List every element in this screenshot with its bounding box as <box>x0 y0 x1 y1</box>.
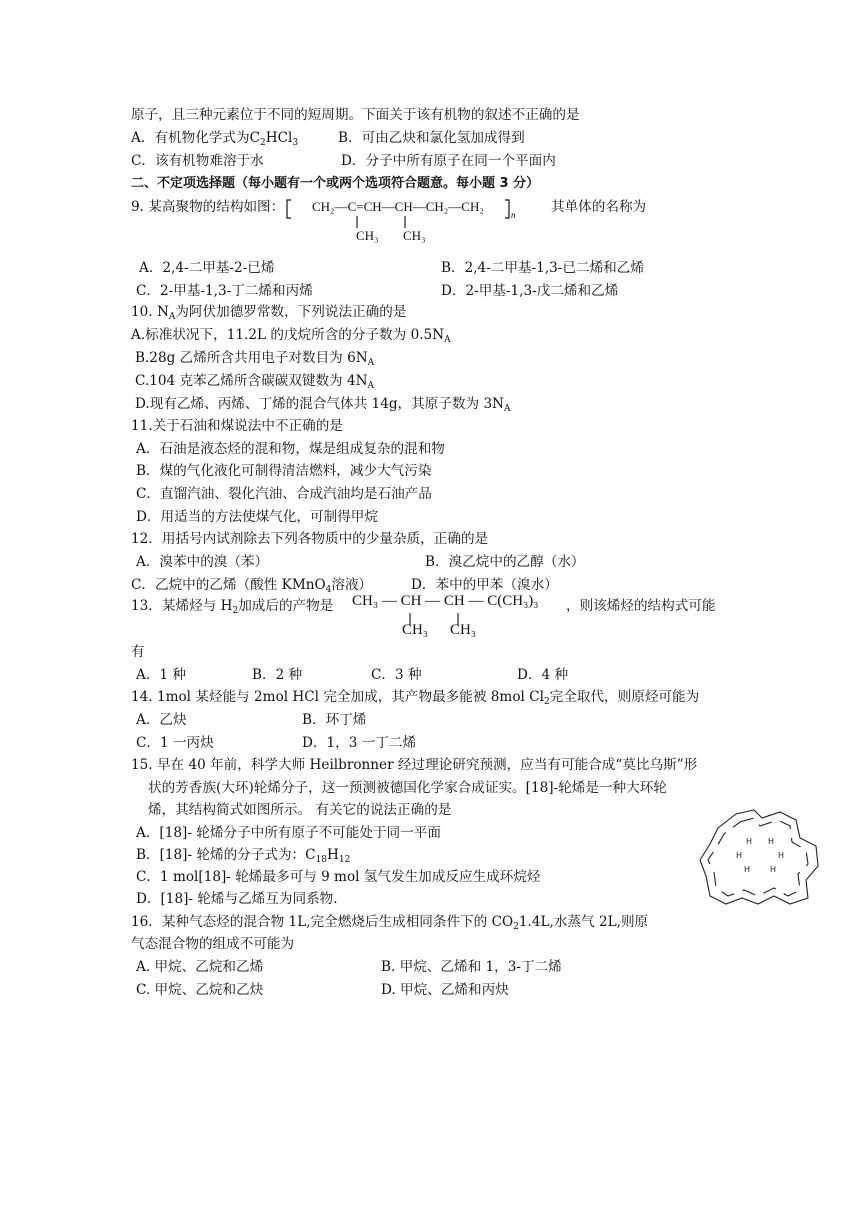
q8-formula: $C_2HCl_3$ <box>249 130 299 148</box>
q15-option-d: D．[18]- 轮烯与乙烯互为同系物. <box>136 891 338 907</box>
q10-stem: 10. $N_A$为阿伏加德罗常数，下列说法正确的是 <box>131 304 407 322</box>
q9-stem-tail: 其单体的名称为 <box>551 199 647 215</box>
q8-option-a: A．有机物化学式为$C_2HCl_3$ <box>131 130 299 148</box>
q15-line-1: 15. 早在 40 年前，科学大师 Heilbronner 经过理论研究预测，应当有可能合成“莫比乌斯”形 <box>131 757 698 773</box>
q15-option-c: C．1 mol[18]- 轮烯最多可与 9 mol 氢气发生加成反应生成环烷烃 <box>136 869 541 885</box>
q10-option-c: C.104 克苯乙烯所含碳碳双键数为 $4N_A$ <box>135 373 374 391</box>
q9-stem: 9. 某高聚物的结构如图： <box>131 199 285 215</box>
q14-option-d: D．1，3 一丁二烯 <box>302 735 417 751</box>
annulene-h-label-1: H <box>746 837 753 846</box>
q12-stem: 12．用括号内试剂除去下列各物质中的少量杂质，正确的是 <box>131 531 489 547</box>
q16-option-b: B. 甲烷、乙烯和 1，3-丁二烯 <box>381 959 562 975</box>
q13-struct-sub-2: CH₃ <box>450 622 477 638</box>
q9-option-c: C．2-甲基-1,3-丁二烯和丙烯 <box>136 283 313 299</box>
q16-line-1: 16．某种气态烃的混合物 1L,完全燃烧后生成相同条件下的 $CO_21.4L$,水蒸气 2L,则原 <box>131 914 649 932</box>
q10-option-a: A.标准状况下，11.2L 的戊烷所含的分子数为 $0.5N_A$ <box>131 327 451 345</box>
q13-option-a: A．1 种 <box>136 667 186 683</box>
q13-option-b: B．2 种 <box>252 667 303 683</box>
q16-option-c: C. 甲烷、乙烷和乙炔 <box>136 982 264 998</box>
q9-option-a: A．2,4-二甲基-2-已烯 <box>139 260 275 276</box>
q15-option-a: A．[18]- 轮烯分子中所有原子不可能处于同一平面 <box>136 825 441 841</box>
q13-option-c: C．3 种 <box>371 667 422 683</box>
q16-option-d: D. 甲烷、乙烯和丙炔 <box>381 982 509 998</box>
annulene-outer-ring <box>700 810 818 904</box>
q9-struct-main: CH₂—C=CH—CH—CH₂—CH₂ <box>312 199 484 214</box>
q16-option-a: A. 甲烷、乙烷和乙烯 <box>136 959 264 975</box>
q14-option-b: B．环丁烯 <box>302 712 367 728</box>
q13-stem-wrap: 有 <box>131 644 145 660</box>
q9-option-b: B．2,4-二甲基-1,3-已二烯和乙烯 <box>441 260 644 276</box>
q13-option-d: D．4 种 <box>517 667 569 683</box>
q8-option-c: C．该有机物难溶于水 <box>131 153 264 169</box>
q9-option-d: D．2-甲基-1,3-戊二烯和乙烯 <box>441 283 619 299</box>
q16-line-2: 气态混合物的组成不可能为 <box>131 936 295 952</box>
section-2-title: 二、不定项选择题（每小题有一个或两个选项符合题意。每小题 3 分） <box>131 176 540 191</box>
q13-struct-sub-1: CH₃ <box>402 622 429 638</box>
q14-stem: 14. 1mol 某烃能与 2mol HCl 完全加成，其产物最多能被 8mol $Cl_2$完全取代，则原烃可能为 <box>131 689 700 707</box>
bracket-right <box>505 200 509 218</box>
q10-option-d: D.现有乙烯、丙烯、丁烯的混合气体共 14g，其原子数为 $3N_A$ <box>135 396 511 414</box>
q12-option-d: D．苯中的甲苯（溴水） <box>411 577 558 593</box>
q13-stem-tail: ，则该烯烃的结构式可能 <box>566 598 716 614</box>
q10-option-b: B.28g 乙烯所含共用电子对数目为 $6N_A$ <box>135 350 375 368</box>
annulene-h-label-2: H <box>768 837 775 846</box>
annulene-h-label-6: H <box>770 865 777 874</box>
q8-option-d: D．分子中所有原子在同一个平面内 <box>341 153 556 169</box>
q11-option-b: B．煤的气化液化可制得清洁燃料，减少大气污染 <box>136 463 432 479</box>
q12-option-c: C．乙烷中的乙烯（酸性 KMnO$_4$溶液） <box>131 577 373 595</box>
q9-struct-n: n <box>511 210 516 220</box>
q14-option-c: C．1 一丙炔 <box>136 735 214 751</box>
q8-stem-tail: 原子，且三种元素位于不同的短周期。下面关于该有机物的叙述不正确的是 <box>131 107 580 123</box>
annulene-h-label-5: H <box>744 865 751 874</box>
q8-option-b: B．可由乙炔和氯化氢加成得到 <box>338 130 525 146</box>
annulene-18-structure-figure <box>696 806 826 910</box>
annulene-h-label-4: H <box>778 851 785 860</box>
q12-option-b: B．溴乙烷中的乙醇（水） <box>425 554 585 570</box>
q9-struct-sub-2: CH₃ <box>403 228 426 243</box>
annulene-h-label-3: H <box>736 851 743 860</box>
q11-option-d: D．用适当的方法使煤气化，可制得甲烷 <box>136 509 378 525</box>
q15-line-3: 烯，其结构简式如图所示。 有关它的说法正确的是 <box>148 802 452 818</box>
annulene-inner-double-bonds <box>708 818 808 896</box>
bracket-left <box>287 200 291 218</box>
q11-option-a: A．石油是液态烃的混和物，煤是组成复杂的混和物 <box>136 441 445 457</box>
q12-option-a: A．溴苯中的溴（苯） <box>136 554 269 570</box>
q9-struct-sub-1: CH₃ <box>356 228 379 243</box>
q15-line-2: 状的芳香族(大环)轮烯分子，这一预测被德国化学家合成证实。[18]-轮烯是一种大环轮 <box>148 780 667 796</box>
q15-option-b: B．[18]- 轮烯的分子式为：$C_{18}H_{12}$ <box>136 847 351 865</box>
q14-option-a: A．乙炔 <box>136 712 187 728</box>
q11-stem: 11.关于石油和煤说法中不正确的是 <box>131 418 343 434</box>
q13-stem-pre: 13．某烯烃与 $H_2$加成后的产物是 <box>131 598 334 616</box>
q13-struct-main: CH₃ — CH — CH — C(CH₃)₃ <box>352 593 539 609</box>
q11-option-c: C．直馏汽油、裂化汽油、合成汽油均是石油产品 <box>136 486 432 502</box>
